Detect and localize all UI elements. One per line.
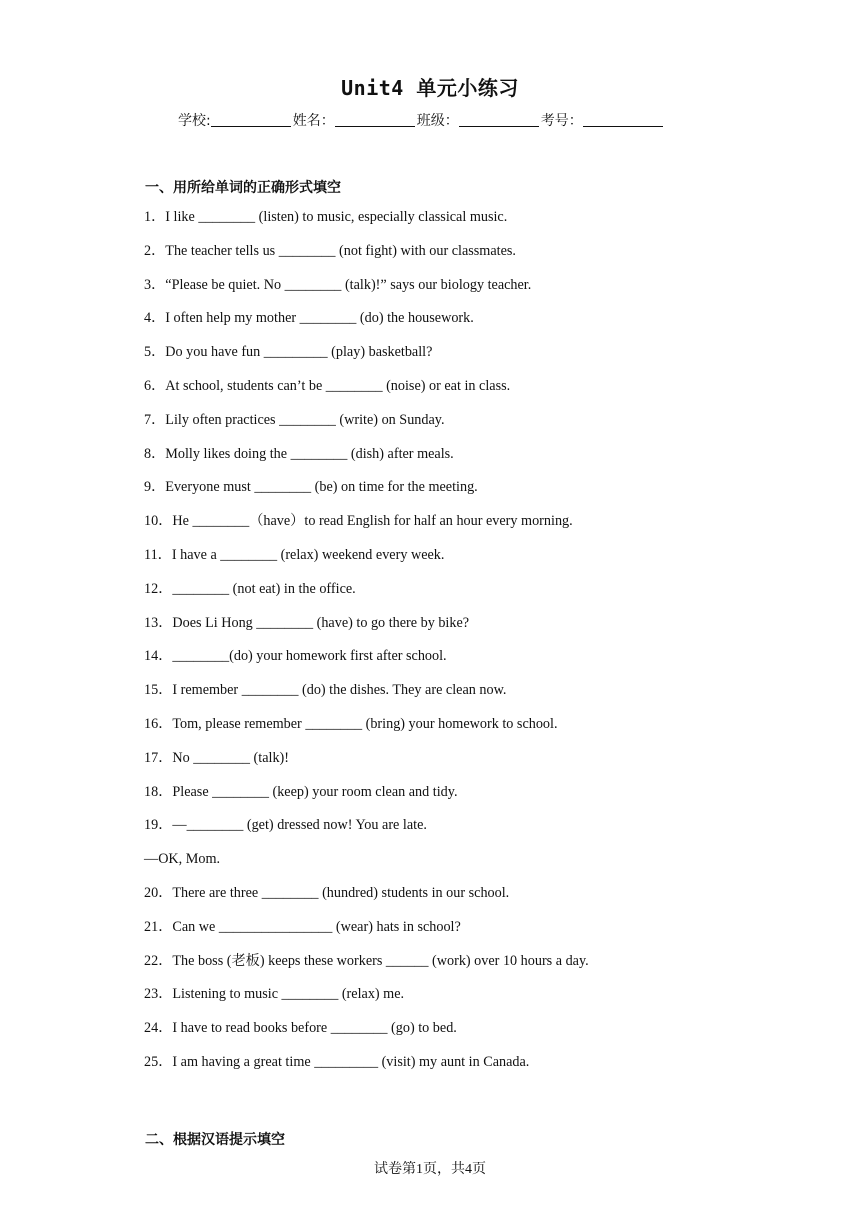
question-item: 2．The teacher tells us ________ (not fight) with our classmates. xyxy=(144,242,516,259)
question-item: 14．________(do) your homework first after school. xyxy=(144,648,447,665)
question-item: 11．I have a ________ (relax) weekend every week. xyxy=(144,546,445,563)
section-heading: 一、用所给单词的正确形式填空 xyxy=(145,180,341,196)
name-blank[interactable] xyxy=(335,111,415,127)
question-item: 13．Does Li Hong ________ (have) to go there by bike? xyxy=(144,614,470,631)
question-item: 17．No ________ (talk)! xyxy=(144,749,290,766)
exam-number-label: 考号： xyxy=(540,113,583,129)
student-info-line xyxy=(178,110,665,132)
question-item: 4．I often help my mother ________ (do) the housework. xyxy=(144,310,474,327)
question-item: 16．Tom, please remember ________ (bring) your homework to school. xyxy=(144,715,558,732)
question-item: 21．Can we ________________ (wear) hats in school? xyxy=(144,918,461,935)
question-item: 3．“Please be quiet. No ________ (talk)!” says our biology teacher. xyxy=(144,276,532,293)
question-item: 24．I have to read books before ________ (go) to bed. xyxy=(144,1020,457,1037)
question-item: 6．At school, students can’t be ________ (noise) or eat in class. xyxy=(144,377,511,394)
question-item: 9．Everyone must ________ (be) on time for the meeting. xyxy=(144,479,478,496)
class-blank[interactable] xyxy=(459,111,539,127)
section-heading: 二、根据汉语提示填空 xyxy=(145,1132,285,1148)
answer-line: —OK, Mom. xyxy=(144,851,221,868)
question-item: 18．Please ________ (keep) your room clean and tidy. xyxy=(144,783,458,800)
question-item: 25．I am having a great time _________ (visit) my aunt in Canada. xyxy=(144,1053,530,1070)
page-title: Unit4 单元小练习 xyxy=(341,76,519,100)
question-item: 22．The boss (老板) keeps these workers ______ (work) over 10 hours a day. xyxy=(144,952,589,969)
question-list xyxy=(144,206,824,1085)
exam-number-blank[interactable] xyxy=(583,111,663,127)
question-item: 20．There are three ________ (hundred) students in our school. xyxy=(144,884,510,901)
name-label: 姓名： xyxy=(292,113,335,129)
question-item: 8．Molly likes doing the ________ (dish) after meals. xyxy=(144,445,454,462)
question-item: 10．He ________（have）to read English for half an hour every morning. xyxy=(144,513,573,530)
question-item: 19．—________ (get) dressed now! You are late. xyxy=(144,817,427,834)
page-footer: 试卷第1页，共4页 xyxy=(374,1162,486,1177)
question-item: 1．I like ________ (listen) to music, especially classical music. xyxy=(144,209,508,225)
school-label: 学校: xyxy=(178,113,211,129)
class-label: 班级： xyxy=(416,113,459,129)
question-item: 23．Listening to music ________ (relax) me. xyxy=(144,986,405,1003)
school-blank[interactable] xyxy=(211,111,291,127)
question-item: 5．Do you have fun _________ (play) basketball? xyxy=(144,344,433,361)
question-item: 15．I remember ________ (do) the dishes. They are clean now. xyxy=(144,682,507,699)
question-item: 12．________ (not eat) in the office. xyxy=(144,580,356,597)
question-item: 7．Lily often practices ________ (write) on Sunday. xyxy=(144,411,445,428)
